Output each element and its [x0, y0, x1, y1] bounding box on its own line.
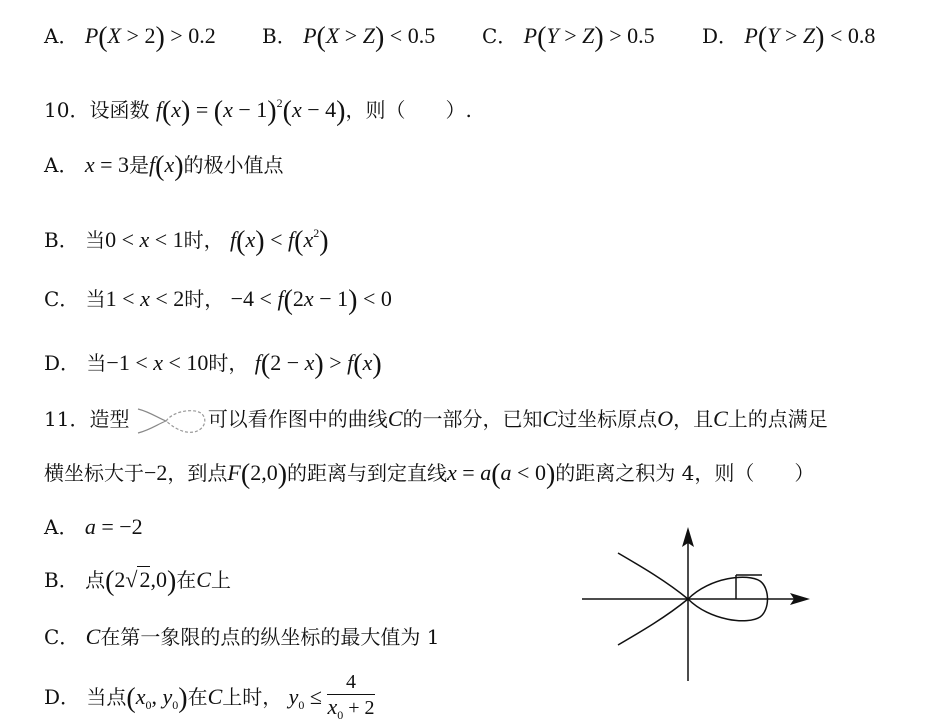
q10-option-c-when: 当 [85, 287, 106, 311]
q10-option-d-when: 当 [86, 351, 107, 375]
q11-stem-line1 [44, 404, 828, 436]
q11-var-c2: C [542, 406, 558, 431]
q10-option-d [44, 348, 382, 380]
q11-text-10: 的距离之积为 4，则（ ） [555, 461, 815, 485]
q10-option-d-expr: f(2 − x) > f(x) [254, 349, 382, 380]
q11-option-d-text3: 上时， [222, 685, 283, 709]
q11-option-d-fraction: $\frac{4}{x_0 + 2}$ [327, 671, 375, 722]
q11-text-2: 可以看作图中的曲线 [207, 407, 388, 431]
q11-text-8: ，到点 [167, 461, 228, 485]
q9-option-b-label: B． [262, 24, 297, 48]
q10-option-a-expr1: x = 3 [84, 152, 129, 177]
q10-option-c-time: 时， [184, 287, 225, 311]
q11-option-a-expr: a = −2 [84, 514, 143, 539]
q10-option-d-label: D． [44, 351, 81, 375]
q11-option-b-label: B． [44, 568, 79, 592]
q9-option-b [262, 20, 435, 54]
curve-branch-upper [618, 553, 688, 599]
q9-option-a-expr: P(X > 2) > 0.2 [84, 22, 216, 53]
q9-option-a [44, 20, 216, 54]
q11-text-3: 的一部分，已知 [402, 407, 543, 431]
q10-option-a-label: A． [44, 153, 79, 177]
q11-option-a [44, 512, 143, 542]
q10-option-a-expr2: f(x) [149, 151, 184, 182]
q11-expr-minus2: −2 [144, 460, 168, 485]
q10-option-c-label: C． [44, 287, 80, 311]
q10-option-b-expr: $f(x) < f(x^2)$ [230, 226, 329, 257]
q11-option-b-point: (2√2,0) [105, 566, 177, 597]
q10-option-a-text: 的极小值点 [183, 153, 284, 177]
q11-var-c1: C [387, 406, 403, 431]
q10-option-b [44, 218, 329, 257]
q11-var-o: O [657, 406, 674, 431]
q11-expr-line: x = a(a < 0) [447, 459, 556, 490]
q11-text-1: 造型 [89, 407, 130, 431]
q11-option-d-point: ($x_0$, $y_0$) [126, 683, 188, 714]
q9-option-d [702, 20, 875, 54]
q11-expr-point-f: F(2,0) [227, 459, 288, 490]
q11-option-d-text2: 在 [187, 685, 208, 709]
q9-option-d-expr: P(Y > Z) < 0.8 [744, 22, 876, 53]
q10-option-b-cond: 0 < x < 1 [105, 227, 184, 252]
q9-option-d-label: D． [702, 24, 739, 48]
q10-option-d-time: 时， [208, 351, 249, 375]
q9-option-c-expr: P(Y > Z) > 0.5 [523, 22, 655, 53]
q9-option-b-expr: P(X > Z) < 0.5 [303, 22, 436, 53]
q11-var-c3: C [713, 406, 728, 431]
q10-option-c-cond: 1 < x < 2 [105, 286, 185, 311]
q9-option-c [482, 20, 655, 54]
q11-number: 11． [44, 407, 90, 431]
q10-stem-text: 设函数 [89, 98, 150, 122]
q10-option-b-when: 当 [85, 228, 106, 252]
q10-number: 10． [44, 98, 90, 122]
q11-option-c-var-c: C [85, 624, 101, 649]
q11-option-b-text1: 点 [85, 568, 106, 592]
q11-text-9: 的距离与到定直线 [287, 461, 448, 485]
q11-stem-line2 [44, 458, 814, 490]
q11-option-c-text: 在第一象限的点的纵坐标的最大值为 1 [100, 625, 440, 649]
q11-text-5: ，且 [673, 407, 714, 431]
curve-c-figure [578, 523, 813, 685]
q11-option-b-var-c: C [196, 567, 211, 592]
q11-option-d-text1: 当点 [86, 685, 127, 709]
q10-stem-tail: ，则（ ）. [345, 98, 472, 122]
q11-option-b [44, 565, 231, 597]
q11-option-c-label: C． [44, 625, 80, 649]
q11-text-4: 过坐标原点 [557, 407, 658, 431]
q11-text-6: 上的点满足 [727, 407, 828, 431]
q11-text-7: 横坐标大于 [44, 461, 144, 485]
q11-option-b-text2: 在 [176, 568, 197, 592]
q10-option-a-is: 是 [129, 153, 149, 177]
q10-function-expr: $f(x) = (x - 1)^2(x - 4)$ [155, 96, 346, 127]
q10-option-c [44, 284, 392, 316]
q10-option-d-cond: −1 < x < 10 [106, 350, 209, 375]
q9-option-a-label: A． [44, 24, 79, 48]
q11-option-c [44, 622, 439, 652]
q10-option-b-label: B． [44, 228, 79, 252]
q11-option-d [44, 670, 375, 727]
q11-option-d-ineq: $y_0$ ≤ [288, 684, 328, 712]
lemniscate-shape-icon [136, 406, 208, 436]
q10-option-b-time: 时， [183, 228, 224, 252]
q11-option-d-label: D． [44, 685, 81, 709]
q10-option-a [44, 150, 284, 182]
q9-option-c-label: C． [482, 24, 518, 48]
q10-option-c-expr: −4 < f(2x − 1) < 0 [230, 285, 392, 316]
q11-option-d-var-c: C [207, 684, 223, 709]
q11-option-a-label: A． [44, 515, 79, 539]
q10-stem [44, 88, 472, 127]
curve-branch-lower [618, 599, 688, 645]
q11-option-b-text3: 上 [210, 568, 231, 592]
